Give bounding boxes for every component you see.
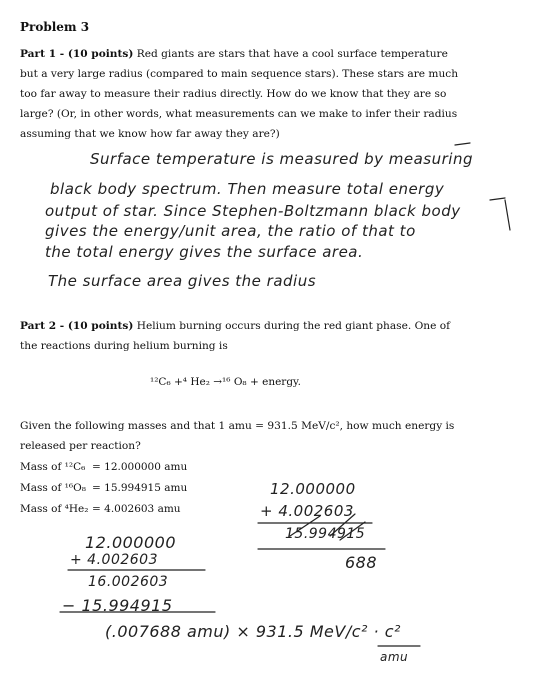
scratch-marks <box>290 514 365 540</box>
answer-line-3: output of star. Since Stephen-Boltzmann black body <box>45 202 461 220</box>
answer-line-6: The surface area gives the radius <box>48 272 317 290</box>
part2-label: Part 2 - (10 points) <box>20 320 134 332</box>
work-left-line-1: 12.000000 <box>85 533 177 552</box>
answer-line-4: gives the energy/unit area, the ratio of that to <box>45 222 416 240</box>
answer-line-5: the total energy gives the surface area. <box>45 243 364 261</box>
part1-label: Part 1 - (10 points) <box>20 48 134 60</box>
work-right-line-3: 15.994915 <box>285 526 366 542</box>
final-expression: (.007688 amu) × 931.5 MeV/c² · c² <box>105 622 401 641</box>
problem-title: Problem 3 <box>20 20 90 34</box>
work-right-line-2: + 4.002603 <box>260 502 354 520</box>
work-left-line-4: − 15.994915 <box>62 596 173 615</box>
work-right-line-4: 688 <box>345 553 378 572</box>
margin-strokes <box>455 143 510 230</box>
mass-label: Mass of ⁴He₂ <box>20 503 89 515</box>
part1-text: Red giants are stars that have a cool surface temperature but a very large radius (compared to main sequence stars). These stars are much too far away to measure their radius directly. How do we know that they are so large? (Or, in other words, what measurements can we make to infer their radius assuming that we know how far away they are?) <box>20 48 459 140</box>
final-unit-denominator: amu <box>380 650 409 664</box>
answer-line-1: Surface temperature is measured by measuring <box>90 150 473 168</box>
mass-label: Mass of ¹²C₆ <box>20 461 86 473</box>
answer-line-2: black body spectrum. Then measure total energy <box>50 180 445 198</box>
work-right-line-1: 12.000000 <box>270 480 356 498</box>
mass-value: = 12.000000 amu <box>92 461 188 473</box>
work-left-line-2: + 4.002603 <box>70 552 158 568</box>
mass-label: Mass of ¹⁶O₈ <box>20 482 86 494</box>
part2-given: Given the following masses and that 1 amu = 931.5 MeV/c², how much energy is released per reaction? <box>20 420 455 452</box>
work-left-line-3: 16.002603 <box>88 574 169 590</box>
mass-value: = 15.994915 amu <box>92 482 188 494</box>
reaction-equation: ¹²C₆ +⁴ He₂ →¹⁶ O₈ + energy. <box>150 376 301 388</box>
mass-value: = 4.002603 amu <box>92 503 181 515</box>
part2-text: Helium burning occurs during the red giant phase. One of the reactions during helium burning is <box>20 320 451 352</box>
